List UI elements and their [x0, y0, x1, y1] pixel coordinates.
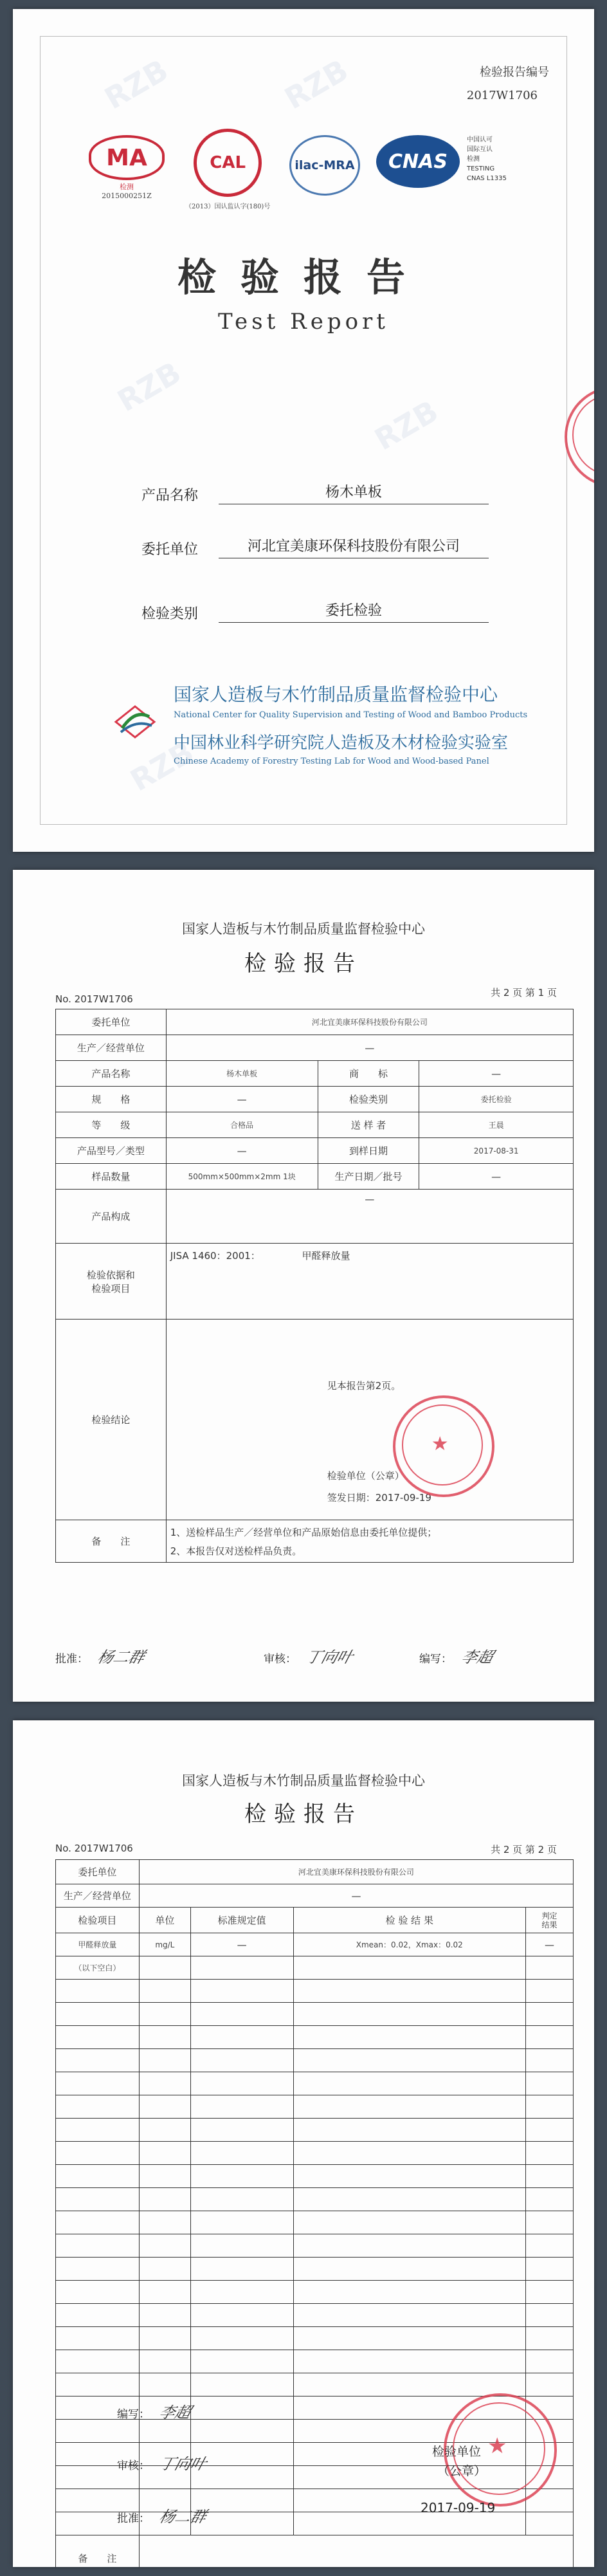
report-number-label: 检验报告编号 [480, 66, 549, 79]
report-title-cn: 检验报告 [177, 255, 430, 300]
client-label: 委托单位 [56, 1009, 167, 1035]
grade-label: 等 级 [56, 1112, 167, 1138]
table-row [56, 2188, 574, 2211]
table-row [56, 2095, 574, 2119]
cma-logo: MA 检测 2015000251Z [89, 135, 165, 200]
remarks-label: 备 注 [56, 1520, 167, 1563]
institute-logo-icon [109, 703, 161, 741]
approve-signature: 批准： 杨二群 [117, 2508, 209, 2526]
table-row [56, 2234, 574, 2258]
ilac-mra-logo [289, 135, 360, 196]
table-row [56, 2327, 574, 2350]
composition-value: — [166, 1190, 573, 1244]
prod-date-value: — [419, 1164, 574, 1190]
table-row [56, 2258, 574, 2281]
conclusion-text: 见本报告第2页。 [327, 1380, 401, 1392]
watermark: RZB [368, 393, 444, 457]
remarks-label: 备 注 [56, 2535, 140, 2568]
table-row [56, 2003, 574, 2026]
category-label: 检验类别 [318, 1087, 419, 1112]
report-info-table [55, 1009, 574, 1563]
client-label: 委托单位 [56, 1860, 140, 1884]
table-row [56, 2119, 574, 2142]
producer-value: — [166, 1035, 573, 1061]
blank-note: （以下空白） [56, 1956, 140, 1980]
edit-signature: 编写： 李超 [117, 2404, 194, 2422]
page-info: 共 2 页 第 1 页 [491, 987, 557, 998]
conclusion-label: 检验结论 [56, 1320, 167, 1520]
org-header: 国家人造板与木竹制品质量监督检验中心 [182, 1773, 425, 1789]
remarks-value [139, 2535, 573, 2568]
qty-value: 500mm×500mm×2mm 1块 [166, 1164, 318, 1190]
page-info: 共 2 页 第 2 页 [491, 1844, 557, 1855]
table-row [56, 1980, 574, 2003]
producer-value: — [139, 1884, 573, 1908]
basis-item: 甲醛释放量 [302, 1250, 350, 1262]
table-header-row [56, 1908, 574, 1933]
institute-name-en-1: National Center for Quality Supervision and Testing of Wood and Bamboo Products [174, 710, 528, 720]
model-value: — [166, 1138, 318, 1164]
cal-icon: CAL [194, 129, 262, 197]
client-value: 河北宜美康环保科技股份有限公司 [139, 1860, 573, 1884]
review-signature: 审核： 丁向叶 [264, 1648, 356, 1666]
field-client: 委托单位 河北宜美康环保科技股份有限公司 [141, 535, 489, 558]
approve-signature: 批准： 杨二群 [55, 1648, 147, 1666]
brand-value: — [419, 1061, 574, 1087]
ilac-icon: ilac-MRA [289, 135, 360, 196]
issue-date: 签发日期：2017-09-19 [327, 1492, 431, 1504]
table-row [56, 1956, 574, 1980]
table-row [56, 2072, 574, 2095]
table-row [56, 2304, 574, 2327]
table-row [56, 2211, 574, 2234]
spec-value: — [166, 1087, 318, 1112]
remark-2: 2、本报告仅对送检样品负责。 [170, 1545, 302, 1557]
product-label: 产品名称 [56, 1061, 167, 1087]
institute-name-cn-1: 国家人造板与木竹制品质量监督检验中心 [174, 684, 498, 705]
page-title: 检验报告 [244, 1801, 363, 1827]
report-number: No. 2017W1706 [55, 993, 133, 1005]
table-row [56, 2049, 574, 2072]
arrival-label: 到样日期 [318, 1138, 419, 1164]
watermark: RZB [124, 734, 200, 798]
report-page-1 [13, 870, 594, 1702]
watermark: RZB [278, 52, 354, 116]
seal-star-icon: ★ [431, 1433, 449, 1455]
cal-logo: CAL （2013）国认监认字(180)号 [185, 129, 270, 210]
report-number: No. 2017W1706 [55, 1843, 133, 1854]
report-title-en: Test Report [218, 309, 389, 335]
composition-label: 产品构成 [56, 1190, 167, 1244]
prod-date-label: 生产日期／批号 [318, 1164, 419, 1190]
cnas-icon: CNAS [376, 135, 460, 188]
edit-signature: 编写： 李超 [419, 1648, 496, 1666]
header-unit: 单位 [139, 1908, 190, 1933]
cnas-caption: 中国认可 国际互认 检测 TESTING CNAS L1335 [467, 136, 507, 182]
remark-1: 1、送检样品生产／经营单位和产品原始信息由委托单位提供； [170, 1526, 437, 1538]
sender-label: 送 样 者 [318, 1112, 419, 1138]
table-row [56, 2373, 574, 2397]
table-row [56, 2165, 574, 2188]
institute-name-cn-2: 中国林业科学研究院人造板及木材检验实验室 [174, 733, 509, 753]
table-row [56, 2142, 574, 2165]
producer-label: 生产／经营单位 [56, 1035, 167, 1061]
report-cover-page [13, 9, 594, 852]
org-header: 国家人造板与木竹制品质量监督检验中心 [182, 921, 425, 937]
field-category: 检验类别 委托检验 [141, 600, 489, 623]
stamp-label: 检验单位（公章） [327, 1470, 404, 1482]
cnas-logo [376, 135, 460, 188]
product-value: 杨木单板 [166, 1061, 318, 1087]
model-label: 产品型号／类型 [56, 1138, 167, 1164]
page-title: 检验报告 [244, 951, 363, 977]
spec-label: 规 格 [56, 1087, 167, 1112]
category-value: 委托检验 [419, 1087, 574, 1112]
review-signature: 审核： 丁向叶 [117, 2455, 209, 2473]
header-result: 检 验 结 果 [293, 1908, 525, 1933]
institute-name-en-2: Chinese Academy of Forestry Testing Lab for Wood and Wood-based Panel [174, 757, 489, 766]
header-item: 检验项目 [56, 1908, 140, 1933]
stamp-label-2: （公章） [437, 2464, 487, 2478]
cma-icon: MA [89, 135, 165, 180]
stamp-label: 检验单位 [432, 2445, 482, 2459]
table-row [56, 2281, 574, 2304]
header-judgement: 判定 结果 [526, 1908, 574, 1933]
report-page-2 [13, 1720, 594, 2567]
brand-label: 商 标 [318, 1061, 419, 1087]
seal-star-icon: ★ [487, 2433, 507, 2459]
conclusion-cell [166, 1320, 573, 1520]
basis-label: 检验依据和 检验项目 [56, 1244, 167, 1320]
table-row [56, 2026, 574, 2049]
watermark: RZB [98, 52, 174, 116]
sender-value: 王晨 [419, 1112, 574, 1138]
grade-value: 合格品 [166, 1112, 318, 1138]
report-number: 2017W1706 [466, 89, 538, 102]
arrival-value: 2017-08-31 [419, 1138, 574, 1164]
producer-label: 生产／经营单位 [56, 1884, 140, 1908]
remarks-cell [166, 1520, 573, 1563]
client-value: 河北宜美康环保科技股份有限公司 [166, 1009, 573, 1035]
table-row: 甲醛释放量 mg/L — Xmean：0.02，Xmax：0.02 — [56, 1933, 574, 1956]
basis-value [166, 1244, 573, 1320]
watermark: RZB [111, 354, 187, 419]
field-product: 产品名称 杨木单板 [141, 481, 489, 504]
header-standard: 标准规定值 [190, 1908, 293, 1933]
table-row [56, 2350, 574, 2373]
basis-standard: JISA 1460：2001： [170, 1250, 260, 1262]
issue-date: 2017-09-19 [421, 2500, 496, 2516]
qty-label: 样品数量 [56, 1164, 167, 1190]
